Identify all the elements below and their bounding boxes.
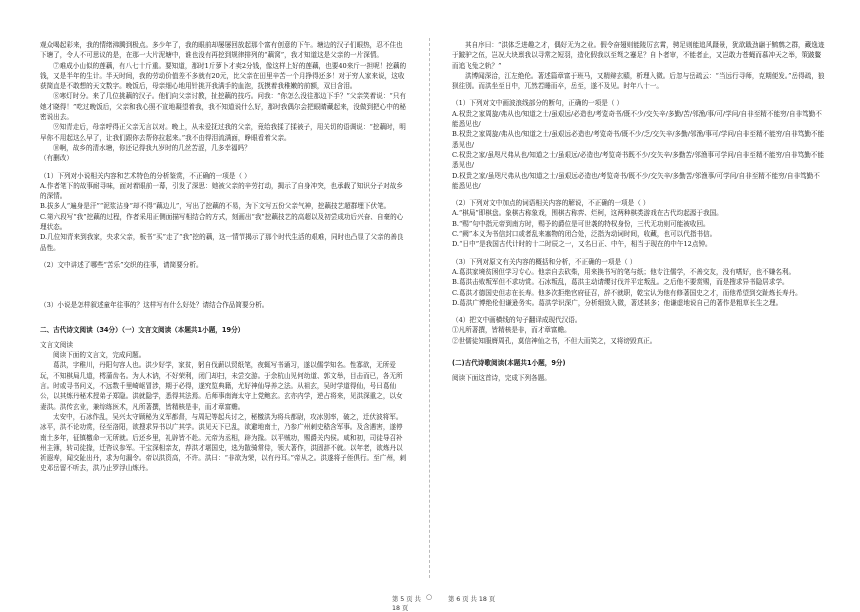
option-a: A.权贵之家周旋/弗从也/知道之士/虽艰远/必造也/考览奇书/既不少/交矢辛/多勤/苦/邻渔/事/可/学问/自非至精不能穷/自非笃勤不能悉见也/ [452,109,822,129]
classical-text-3: 其自序曰：“洪体乏进趣之才，偶好无为之业。假令奋翅则能陵厉玄霄，骋足则能追风蹑景，犹欲戢劲翮于鹪鹩之群，藏逸迹于跛驴之伍，岂况大块禀我以寻常之短羽，造化假我以至驽之蹇足？自卜者审，不能者止，又岂敢力苍蝇而慕冲天之举，策跛鳖而追飞兔之轨？” [452,41,825,70]
paragraph: ⑦难成小山似的莲藕，有八七十斤重。要知道，那时1斤萝卜才卖2分钱，像这样上好的莲藕，也要40来斤一担呢！挖藕的钱，又是半年的生计。半天时间，我的劳动价值差不多就有20元，比父亲在田里辛苦一个月挣得还多！对于穷人家来说，这收获简直是不敢想的天文数字。晚饭后，母亲细心地用针挑开我满手的血泡，抚摸着我稚嫩的前额，双目含泪。 [40,61,407,91]
paragraph: ⑩啊，故乡的清水塘，你还记得我九岁时的几丝苦涩，几多幸福吗？ [53,143,251,152]
classical-text-2: 太安中，石冰作乱，吴兴太守顾秘为义军都督，与周玘等起兵讨之，秘檄洪为将兵都尉，攻冰别率，破之，迁伏波将军。冰平，洪不论功赏，径至洛阳，欲搜求异书以广其学。洪见天下已乱，欲避地南土，乃参广州刺史嵇含军事。及含遇害，遂停南土多年，征镇檄命一无所就。后还乡里，礼辟皆不赴。元帝为丞相，辟为掾。以平贼功，赐爵关内侯。咸和初，司徒导召补州主簿，转司徒掾，迁咨议参军。干宝深相亲友，荐洪才堪国史，选为散骑常侍，领大著作，洪固辞不就。以年老，欲炼丹以祈遐寿，闻交阯出丹，求为句漏令。帝以洪资高，不许。洪曰：“非欲为荣，以有丹耳。”帝从之。洪遂将子侄俱行。至广州，刺史邓岳留不听去，洪乃止罗浮山炼丹。 [40,412,407,473]
page-right [430,0,860,608]
source-note: （有删改） [40,154,73,163]
question-3: （3）小说是怎样叙述童年往事的？这样写有什么好处？请结合作品简要分析。 [40,301,269,310]
question-3: （3）下列对原文有关内容的概括和分析，不正确的一项是（ ） [452,257,637,266]
option-a: A.“棋局”即棋盘。象棋古称象戏，围棋古称弈、烂柯，这两种棋类游戏在古代均起源于我国。 [452,209,723,218]
option-b: B.权贵之家周旋/弗从也/知道之士/虽艰远必造也/考览奇书/既不少/乏/交矢辛/多勤/邻渔/事可/学问/自非至精不能穷/自非笃勤不能悉见也/ [452,130,825,149]
option-c: C.“阙”本义为书信封口或者乱来塞物的闭合处，泛指为动词时间，收藏，也可以代指书信。 [452,230,717,239]
option-a: A.作者笔下的故事耐寻味，面对着眼前一幕，引发了深思：她被父亲的辛劳打动，揭示了自身冲突，也承载了知识分子对故乡的深情。 [40,181,403,201]
option-c: C.葛洪才德国史但志在长寿。他多次拒绝官府征召，辞不就职，乾宝认为他有修著国史之才，而他希望到交趾炼长寿丹。 [452,288,802,297]
paragraph: ⑧寒灯时分。来了几位挑藕的汉子。他们向父亲讨教，扯挖藕的技巧。问我：“你怎么没往那边下手？”父亲笑着说：“只有她才晓得！”吃过晚饭后，父亲和我心照不宣地凝望着我，我不知道说什么好，那时我偶尔会把眼睛藏起来，没做到把心中的秘密说出去。 [40,92,407,122]
option-a: A.葛洪家境贫困但学习专心。他亲自去砍柴，用来换书写的笔与纸；他专注儒学，不善交友，没有嗜好，也不嫌名利。 [452,267,796,276]
option-d: D.“日中”是我国古代计时的十二时辰之一，又名日正、中午，相当于现在的中午12点钟。 [452,240,712,249]
option-d: D.权贵之家/虽咫尺弗从也/知道之士/虽艰远必造也/考览奇书/既不少/交矢辛/多勤苦/邻渔事/可学问/自非至精不能穷/自非笃勤不能悉见也/ [452,171,820,190]
question-4: （4）把文中画横线的句子翻译成现代汉语。 [452,316,582,325]
section-heading: 二、古代诗文阅读（34分）（一）文言文阅读（本题共1小题，19分） [40,325,245,334]
question-1: （1）下列对文中画波浪线部分的断句，正确的一项是（ ） [452,99,624,108]
translation-item-2: ②世儒徒知服膺周孔，莫信神仙之书，不但大而笑之，又将谤毁真正。 [452,336,657,345]
question-2: （2）下列对文中加点的词语相关内容的解说，不正确的一项是（ ） [452,199,650,208]
paragraph: 观众喝起彩来，我的情绪沸腾到极点。多少年了，我的眼前却屡屡回放起那个富有创意的下午。塘边的汉子们眼热，忍不住也下塘了，令人不可思议的是，在那一大片泥塘中，谁也没有再挖到规律排列的“藕窝”，我才知道这是父亲的一片深情。 [40,41,403,60]
paragraph: ⑨知青走后，母亲呼得正父亲无言以对。晚上，从未爱抚过我的父亲，竟给我揉了揉被子，用关切的语调说：“挖藕时，明早你不用起这么早了，让我们跟你去帮你拉起来。”我不由得泪流满面，睁眼看着父亲。 [40,123,406,142]
option-b: B.拔多人“遍身是汗”“泥浆沾身”却不得“藕边儿”，写出了挖藕的不易，为下文写五份父亲气神，挖藕技艺超群埋下伏笔。 [40,202,391,211]
right-column [452,40,826,564]
binding-mark-icon: ○ [426,593,433,601]
classical-text-4: 洪博闻深洽，江左绝伦。著述篇章富于班马，又精辩玄赜，析理入微。后忽与岳疏云：“当远行寻师，克期便发。”岳得疏，狼狈往别。而洪坐至日中，兀然若睡而卒，岳至，遂不及见。时年八十一。 [452,71,825,91]
option-c: C.权贵之家/虽咫尺弗从也/知道之士/虽艰远/必造也/考览奇书既不少/交矢辛/多勤苦/邻渔事可学问/自非至精不能穷/自非笃勤不能悉见也/ [452,150,824,170]
classical-text-1: 葛洪，字稚川，丹阳句容人也。洪少好学，家贫，躬自伐薪以贸纸笔，夜辄写书诵习，遂以儒学知名。性寡欲，无所爱玩，不知棋局几道，樗蒲齿名。为人木讷，不好荣利，闭门却扫，未尝交游。于余杭山见何幼道、郭文举，目击而已，各无所言。时或寻书问义，不远数千里崎岖冒涉，期于必得，遂究览典籍，尤好神仙导养之法。从祖玄，吴时学道得仙，号曰葛仙公，以其炼丹秘术授弟子郑隐。洪就隐学，悉得其法焉。后师事南海太守上党鲍玄。玄亦内学，逆占将来，见洪深重之，以女妻洪。洪传玄业，兼综练医术，凡所著撰，皆精核是非，而才章富赡。 [40,361,403,411]
translation-item-1: ①凡所著撰，皆精核是非，而才章富赡。 [452,326,571,335]
page-number-left: 第 5 页 共 18 页 [392,596,421,612]
option-b: B.葛洪击败叛军但不求功赏。石冰叛乱，葛洪主动请缨讨伐并平定叛乱。之后他不要赏赐，而是搜求异书隐居求学。 [452,278,789,287]
option-d: D.几位知青来到我家，央求父亲，板书“买”走了“我”挖的藕，这一情节揭示了那个时代生活的艰难，同时也凸显了父亲的善良品性。 [40,233,404,252]
option-d: D.葛洪广博绝伦但谦逊务实。葛洪学识深广，分析细致入微，著述甚多；他谦虚地说自己的著作是粗草长生之理。 [452,298,783,307]
page-number-right: 第 6 页 共 18 页 [448,596,496,603]
option-b: B.“赐”句中指元帝到南方时，赐予的爵位是可世袭的特权身份，三代无功则可能被收回。 [452,219,710,228]
question-1: （1）下列对小说相关内容和艺术特色的分析鉴赏，不正确的一项是（ ） [40,171,251,180]
instruction: 阅读下面这首诗，完成下列各题。 [452,374,551,383]
option-c: C.第六段写“我”挖藕的过程，作者采用正侧面描写相结合的方式，刻画出“我”挖藕技艺的高超以及初尝成功后兴奋、自豪的心理状态。 [40,212,404,232]
question-2: （2）文中讲述了哪些“苦乐”交织的往事，请简要分析。 [40,260,203,269]
instruction: 阅读下面的文言文，完成问题。 [53,351,146,360]
subsection-title: 文言文阅读 [40,340,73,349]
left-column [40,40,408,592]
section-heading: (二)古代诗歌阅读(本题共1小题，9分) [452,359,566,368]
